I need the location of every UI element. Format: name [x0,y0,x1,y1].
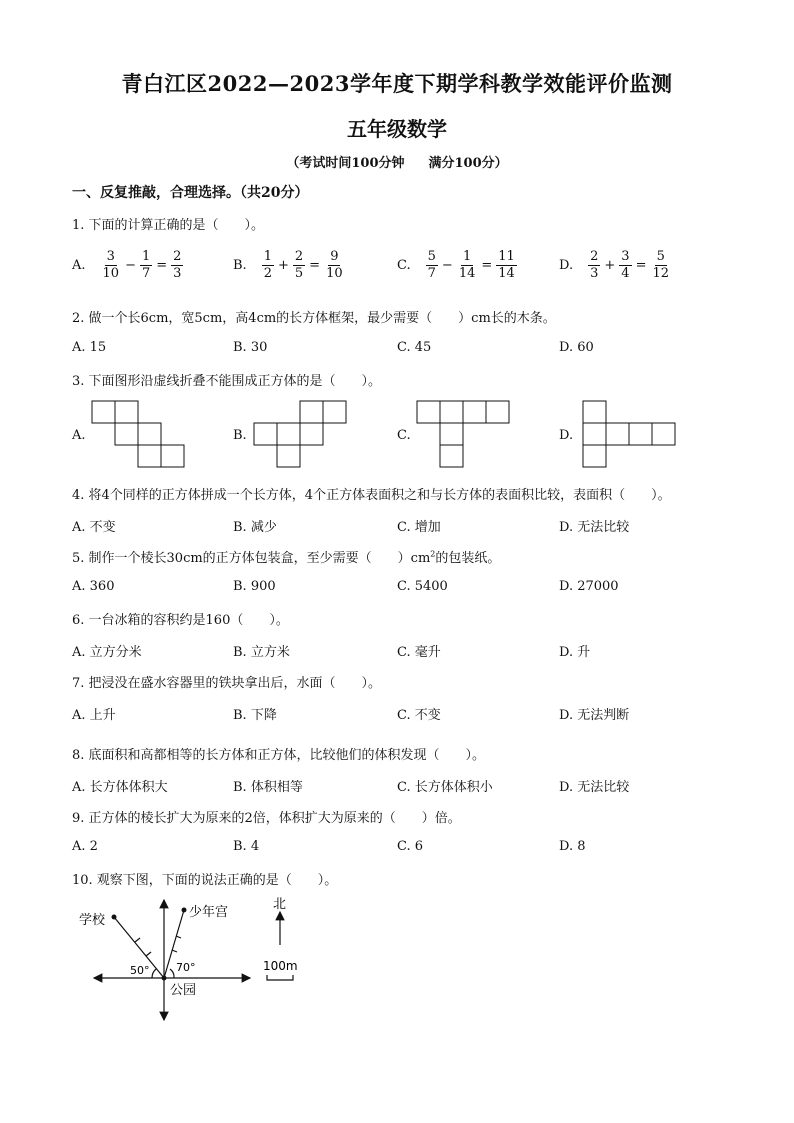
question-2-option-a[interactable]: A. 15 [72,340,107,355]
fraction-result-numerator: 9 [330,249,339,264]
fraction-first-denominator: 7 [427,266,436,281]
question-4-stem: 4. 将4个同样的正方体拼成一个长方体，4个正方体表面积之和与长方体的表面积比较，表面积（ ）。 [72,488,671,503]
equals-sign: = [309,258,321,273]
exam-title: 青白江区2022—2023学年度下期学科教学效能评价监测 [121,71,673,96]
question-1-stem: 1. 下面的计算正确的是（ ）。 [72,218,265,233]
exam-time: （考试时间100分钟 [286,156,405,171]
equals-sign: = [635,258,647,273]
angle-70-label: 70° [176,961,196,974]
section-heading: 一、反复推敲，合理选择。（共20分） [72,185,309,201]
question-8-option-b[interactable]: B. 体积相等 [233,780,303,795]
angle-50-label: 50° [130,964,150,977]
net-d[interactable] [583,401,675,467]
question-5-option-d[interactable]: D. 27000 [559,579,619,594]
net-a[interactable] [92,401,184,467]
question-8-option-d[interactable]: D. 无法比较 [559,780,630,795]
fraction-second-numerator: 1 [141,249,151,264]
question-6-option-a[interactable]: A. 立方分米 [72,645,142,660]
equals-sign: = [156,258,168,273]
fraction-first-denominator: 2 [263,266,272,281]
operator: − [441,258,453,273]
park-point [162,976,167,981]
question-9-option-c[interactable]: C. 6 [397,839,424,854]
question-3-label-a[interactable]: A. [72,428,86,443]
question-7-stem: 7. 把浸没在盛水容器里的铁块拿出后，水面（ ）。 [72,676,382,691]
fraction-second-numerator: 2 [294,249,304,264]
question-9-option-a[interactable]: A. 2 [72,839,98,854]
fraction-result-denominator: 14 [498,266,515,281]
fraction-result-numerator: 2 [173,249,182,264]
question-3-label-c[interactable]: C. [397,428,411,443]
fraction-result-denominator: 10 [326,266,343,281]
question-8-stem: 8. 底面积和高都相等的长方体和正方体，比较他们的体积发现（ ）。 [72,748,486,763]
question-5-option-a[interactable]: A. 360 [72,579,115,594]
option-label: A. [72,258,86,273]
question-2-option-c[interactable]: C. 45 [397,340,432,355]
scale-label: 100m [263,959,298,973]
question-5-option-c[interactable]: C. 5400 [397,579,448,594]
fraction-first-numerator: 5 [427,249,436,264]
question-4-option-a[interactable]: A. 不变 [72,520,116,535]
operator: + [277,258,289,273]
north-label: 北 [273,897,287,912]
question-4-option-c[interactable]: C. 增加 [397,520,441,535]
question-6-stem: 6. 一台冰箱的容积约是160（ ）。 [72,613,289,628]
fraction-first-numerator: 3 [106,249,115,264]
question-4-option-b[interactable]: B. 减少 [233,520,277,535]
fraction-result-denominator: 12 [652,266,670,281]
question-3-label-d[interactable]: D. [559,428,574,443]
question-9-option-d[interactable]: D. 8 [559,839,586,854]
park-label: 公园 [170,983,197,998]
option-label: D. [559,258,574,273]
fraction-second-numerator: 1 [462,249,472,264]
question-6-option-c[interactable]: C. 毫升 [397,645,441,660]
fraction-first-numerator: 2 [590,249,599,264]
fraction-second-denominator: 4 [621,266,630,281]
school-label: 学校 [79,913,106,928]
question-3-label-b[interactable]: B. [233,428,247,443]
fraction-first-denominator: 3 [590,266,599,281]
question-8-option-c[interactable]: C. 长方体体积小 [397,780,493,795]
question-5-stem: 5. 制作一个棱长30cm的正方体包装盒，至少需要（ ）$cm^2$的包装纸。 [72,549,501,566]
fraction-second-denominator: 14 [458,266,476,281]
fraction-result-denominator: 3 [173,266,182,281]
youth-palace-label: 少年宫 [189,905,229,920]
fraction-second-denominator: 5 [294,266,304,281]
operator: + [604,258,616,273]
option-label: B. [233,258,247,273]
direction-map [60,890,320,1030]
youth-palace-point [182,908,187,913]
question-6-option-b[interactable]: B. 立方米 [233,645,290,660]
question-7-option-d[interactable]: D. 无法判断 [559,708,630,723]
school-point [112,915,117,920]
question-8-option-a[interactable]: A. 长方体体积大 [72,780,168,795]
question-7-option-b[interactable]: B. 下降 [233,708,277,723]
question-2-option-b[interactable]: B. 30 [233,340,268,355]
question-9-stem: 9. 正方体的棱长扩大为原来的2倍，体积扩大为原来的（ ）倍。 [72,811,461,826]
equals-sign: = [481,258,493,273]
fraction-first-numerator: 1 [263,249,272,264]
fraction-result-numerator: 11 [498,249,515,264]
question-9-option-b[interactable]: B. 4 [233,839,260,854]
full-score: 满分100分） [428,156,508,171]
question-6-option-d[interactable]: D. 升 [559,645,591,660]
question-5-option-b[interactable]: B. 900 [233,579,276,594]
net-c[interactable] [417,401,509,467]
exam-subtitle: 五年级数学 [347,117,447,141]
question-10-stem: 10. 观察下图，下面的说法正确的是（ ）。 [72,873,338,888]
operator: − [125,258,136,273]
question-4-option-d[interactable]: D. 无法比较 [559,520,630,535]
question-2-stem: 2. 做一个长6cm，宽5cm，高4cm的长方体框架，最少需要（ ）cm长的木条。 [72,311,556,326]
option-label: C. [397,258,411,273]
question-7-option-a[interactable]: A. 上升 [72,708,116,723]
fraction-first-denominator: 10 [102,266,120,281]
fraction-result-numerator: 5 [656,249,665,264]
net-b[interactable] [254,401,346,467]
fraction-second-numerator: 3 [621,249,630,264]
question-3-stem: 3. 下面图形沿虚线折叠不能围成正方体的是（ ）。 [72,374,382,389]
question-7-option-c[interactable]: C. 不变 [397,708,441,723]
question-2-option-d[interactable]: D. 60 [559,340,594,355]
fraction-second-denominator: 7 [141,266,151,281]
